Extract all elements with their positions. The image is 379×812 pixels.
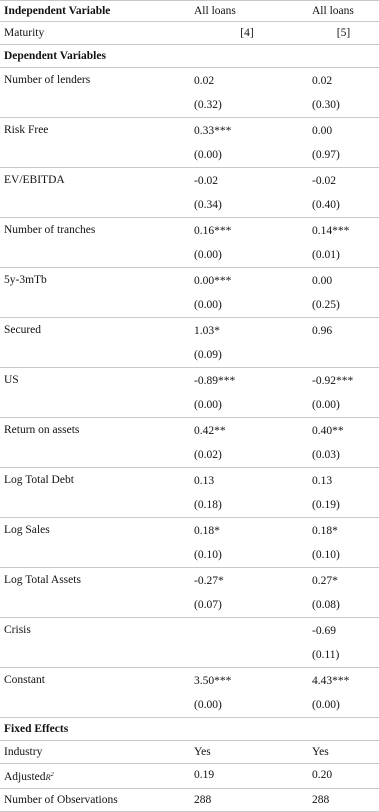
coef-col1 (186, 118, 308, 168)
coef-col2 (308, 518, 379, 568)
coef-col1 (186, 218, 308, 268)
p-value: (0.25) (312, 299, 340, 311)
coef-col1 (186, 318, 308, 368)
header-col2: All loans (308, 1, 379, 22)
variable-name: Constant (4, 674, 45, 686)
coef-col2 (308, 368, 379, 418)
industry-label: Industry (0, 741, 186, 764)
variable-label (0, 518, 186, 568)
p-value: (0.01) (312, 249, 340, 261)
observations-col2: 288 (308, 788, 379, 811)
coefficient: 0.02 (312, 75, 333, 87)
variable-label (0, 418, 186, 468)
coefficient: 0.18* (312, 525, 338, 537)
variable-name: Secured (4, 324, 42, 336)
variable-name: Log Total Debt (4, 474, 74, 486)
coefficient: 0.18* (194, 525, 220, 537)
variable-row (0, 168, 379, 218)
coefficient: 4.43*** (312, 675, 350, 687)
maturity-col1: [4] (186, 22, 308, 45)
coefficient: 0.16*** (194, 225, 232, 237)
variable-name: Number of lenders (4, 74, 91, 86)
coef-col2 (308, 118, 379, 168)
maturity-label: Maturity (0, 22, 186, 45)
variable-name: Log Sales (4, 524, 50, 536)
p-value: (0.08) (312, 599, 340, 611)
variable-row (0, 668, 379, 718)
coefficient: -0.89*** (194, 375, 236, 387)
industry-col1: Yes (186, 741, 308, 764)
variable-label (0, 568, 186, 618)
variable-label (0, 118, 186, 168)
coefficient: 0.13 (194, 475, 215, 487)
p-value: (0.00) (194, 299, 222, 311)
fixed-section-title: Fixed Effects (0, 718, 379, 741)
coef-col2 (308, 468, 379, 518)
p-value: (0.03) (312, 449, 340, 461)
p-value: (0.40) (312, 199, 340, 211)
industry-col2: Yes (308, 741, 379, 764)
variable-name: Number of tranches (4, 224, 96, 236)
p-value: (0.00) (312, 699, 340, 711)
adjusted-r2-col2: 0.20 (308, 764, 379, 789)
coefficient: 3.50*** (194, 675, 232, 687)
dependent-section-row (0, 45, 379, 68)
variable-label (0, 668, 186, 718)
variable-name: 5y-3mTb (4, 274, 47, 286)
variable-name: EV/EBITDA (4, 174, 65, 186)
p-value: (0.11) (312, 649, 340, 661)
coef-col1 (186, 568, 308, 618)
variable-label (0, 468, 186, 518)
variable-row (0, 418, 379, 468)
coefficient: 1.03* (194, 325, 220, 337)
coefficient: 0.02 (194, 75, 215, 87)
coef-col1 (186, 668, 308, 718)
variable-row (0, 618, 379, 668)
variable-label (0, 168, 186, 218)
adjusted-r2-row (0, 764, 379, 789)
p-value: (0.10) (312, 549, 340, 561)
p-value: (0.07) (194, 599, 222, 611)
header-col1: All loans (186, 1, 308, 22)
dependent-section-title: Dependent Variables (0, 45, 379, 68)
coef-col1 (186, 168, 308, 218)
variable-row (0, 268, 379, 318)
coef-col1 (186, 268, 308, 318)
coefficient: 0.27* (312, 575, 338, 587)
coef-col2 (308, 68, 379, 118)
p-value: (0.00) (194, 249, 222, 261)
coefficient: 0.00*** (194, 275, 232, 287)
variable-label (0, 218, 186, 268)
variable-name: Return on assets (4, 424, 80, 436)
coefficient: -0.69 (312, 625, 336, 637)
variable-name: US (4, 374, 19, 386)
coef-col1 (186, 618, 308, 668)
coefficient: 0.40** (312, 425, 344, 437)
observations-label: Number of Observations (0, 788, 186, 811)
maturity-row (0, 22, 379, 45)
variable-label (0, 318, 186, 368)
p-value: (0.10) (194, 549, 222, 561)
coefficient: 0.14*** (312, 225, 350, 237)
header-row (0, 1, 379, 22)
p-value: (0.02) (194, 449, 222, 461)
fixed-section-row (0, 718, 379, 741)
variable-row (0, 468, 379, 518)
coef-col1 (186, 368, 308, 418)
coef-col2 (308, 618, 379, 668)
coef-col2 (308, 218, 379, 268)
observations-row (0, 788, 379, 811)
variable-row (0, 118, 379, 168)
adjusted-r2-col1: 0.19 (186, 764, 308, 789)
coefficient: -0.27* (194, 575, 224, 587)
p-value: (0.00) (312, 399, 340, 411)
variable-row (0, 368, 379, 418)
coefficient: -0.02 (312, 175, 336, 187)
coefficient: 0.33*** (194, 125, 232, 137)
variable-name: Risk Free (4, 124, 49, 136)
p-value: (0.00) (194, 149, 222, 161)
coefficient: 0.00 (312, 125, 333, 137)
variable-row (0, 568, 379, 618)
variable-row (0, 68, 379, 118)
industry-row (0, 741, 379, 764)
observations-col1: 288 (186, 788, 308, 811)
p-value: (0.09) (194, 349, 222, 361)
coefficient: -0.92*** (312, 375, 354, 387)
coef-col2 (308, 668, 379, 718)
coef-col2 (308, 418, 379, 468)
variable-row (0, 318, 379, 368)
coef-col2 (308, 318, 379, 368)
variable-row (0, 218, 379, 268)
coef-col1 (186, 518, 308, 568)
variable-label (0, 268, 186, 318)
r-squared-symbol: $R^2$ (45, 771, 54, 782)
p-value: (0.19) (312, 499, 340, 511)
variable-name: Log Total Assets (4, 574, 81, 586)
adjusted-label-text: Adjusted (4, 770, 46, 783)
variable-name: Crisis (4, 624, 31, 636)
variable-row (0, 518, 379, 568)
coefficient: 0.42** (194, 425, 226, 437)
header-label: Independent Variable (0, 1, 186, 22)
adjusted-r2-label (0, 764, 186, 789)
coefficient: 0.00 (312, 275, 333, 287)
p-value: (0.34) (194, 199, 222, 211)
p-value: (0.00) (194, 399, 222, 411)
p-value: (0.30) (312, 99, 340, 111)
coef-col1 (186, 418, 308, 468)
coefficient: -0.02 (194, 175, 218, 187)
p-value: (0.32) (194, 99, 222, 111)
coef-col2 (308, 168, 379, 218)
variable-label (0, 68, 186, 118)
p-value: (0.00) (194, 699, 222, 711)
variable-label (0, 618, 186, 668)
coefficient: 0.13 (312, 475, 333, 487)
coef-col2 (308, 268, 379, 318)
p-value: (0.18) (194, 499, 222, 511)
p-value: (0.97) (312, 149, 340, 161)
coef-col1 (186, 68, 308, 118)
maturity-col2: [5] (308, 22, 379, 45)
coef-col2 (308, 568, 379, 618)
coefficient: 0.96 (312, 325, 333, 337)
coef-col1 (186, 468, 308, 518)
variable-label (0, 368, 186, 418)
